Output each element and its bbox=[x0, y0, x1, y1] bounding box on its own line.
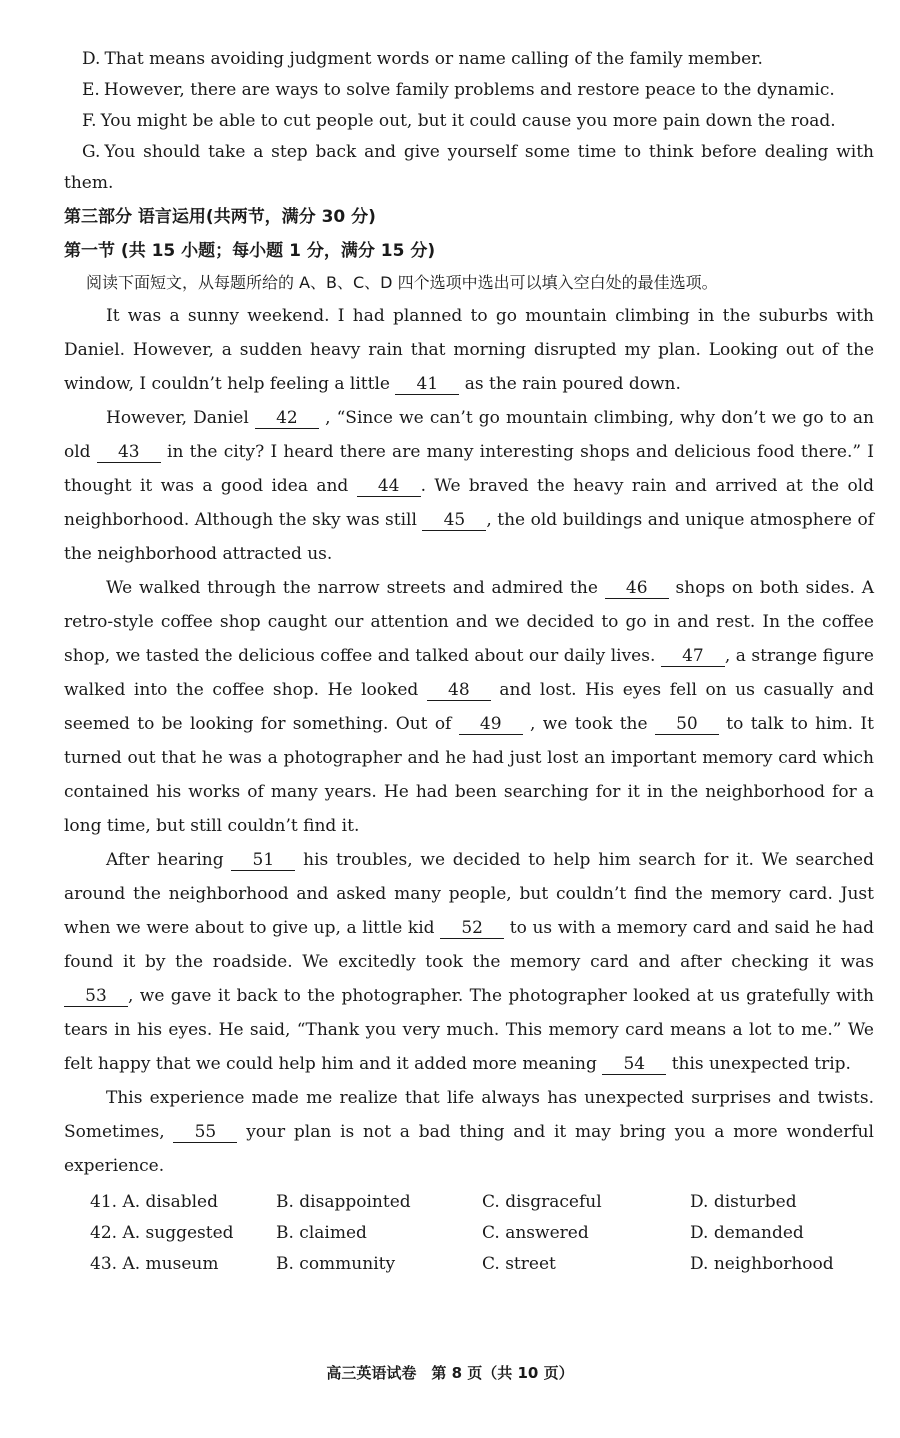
choice-b: B. community bbox=[276, 1254, 396, 1274]
paragraph-3: We walked through the narrow streets and admired the 46 shops on both sides. A retro-style coffee shop caught our attention and we decided to go in and rest. In the coffee shop, we tasted the delicious coffee and talked about our daily lives. 47 , a strange figure walked into the coffee shop. He looked 48 and lost. His eyes fell on us casually and seemed to be looking for something. Out of 49 , we took the 50 to talk to him. It turned out that he was a photographer and he had just lost an important memory card which contained his works of many years. He had been searching for it in the neighborhood for a long time, but still couldn’t find it. bbox=[64, 578, 874, 836]
blank-55: 55 bbox=[173, 1122, 237, 1143]
option-g: G. You should take a step back and give yourself some time to think before dealing with them. bbox=[64, 142, 874, 193]
blank-52: 52 bbox=[440, 918, 504, 939]
choice-a: 43. A. museum bbox=[90, 1254, 219, 1274]
choice-b: B. claimed bbox=[276, 1223, 367, 1243]
blank-44: 44 bbox=[357, 476, 421, 497]
blank-51: 51 bbox=[231, 850, 295, 871]
choice-d: D. disturbed bbox=[690, 1192, 797, 1212]
option-d: D. That means avoiding judgment words or name calling of the family member. bbox=[82, 49, 763, 69]
blank-53: 53 bbox=[64, 986, 128, 1007]
choice-a: 41. A. disabled bbox=[90, 1192, 218, 1212]
blank-54: 54 bbox=[602, 1054, 666, 1075]
question-43-choices bbox=[90, 1249, 874, 1280]
blank-43: 43 bbox=[97, 442, 161, 463]
paragraph-1: It was a sunny weekend. I had planned to go mountain climbing in the suburbs with Daniel. However, a sudden heavy rain that morning disrupted my plan. Looking out of the window, I couldn’t help feeling a little 41 as the rain poured down. bbox=[64, 306, 874, 394]
choice-a: 42. A. suggested bbox=[90, 1223, 234, 1243]
paragraph-4: After hearing 51 his troubles, we decided to help him search for it. We searched around the neighborhood and asked many people, but couldn’t find the memory card. Just when we were about to give up, a little kid 52 to us with a memory card and said he had found it by the roadside. We excitedly took the memory card and after checking it was 53 , we gave it back to the photographer. The photographer looked at us gratefully with tears in his eyes. He said, “Thank you very much. This memory card means a lot to me.” We felt happy that we could help him and it added more meaning 54 this unexpected trip. bbox=[64, 850, 874, 1074]
question-42-choices bbox=[90, 1218, 874, 1249]
option-f: F. You might be able to cut people out, but it could cause you more pain down the road. bbox=[82, 111, 836, 131]
blank-41: 41 bbox=[395, 374, 459, 395]
choice-c: C. answered bbox=[482, 1223, 589, 1243]
cloze-passage bbox=[64, 299, 874, 1183]
answer-choices bbox=[64, 1187, 874, 1280]
part-heading: 第三部分 语言运用(共两节，满分 30 分) bbox=[64, 207, 376, 227]
blank-46: 46 bbox=[605, 578, 669, 599]
blank-49: 49 bbox=[459, 714, 523, 735]
choice-b: B. disappointed bbox=[276, 1192, 411, 1212]
blank-45: 45 bbox=[422, 510, 486, 531]
blank-48: 48 bbox=[427, 680, 491, 701]
subsection-heading: 第一节 (共 15 小题；每小题 1 分，满分 15 分) bbox=[64, 241, 436, 261]
blank-50: 50 bbox=[655, 714, 719, 735]
paragraph-5: This experience made me realize that life always has unexpected surprises and twists. Sometimes, 55 your plan is not a bad thing and it may bring you a more wonderful experience. bbox=[64, 1088, 874, 1176]
blank-47: 47 bbox=[661, 646, 725, 667]
choice-d: D. neighborhood bbox=[690, 1254, 834, 1274]
previous-options-list bbox=[64, 44, 874, 199]
instruction-text: 阅读下面短文，从每题所给的 A、B、C、D 四个选项中选出可以填入空白处的最佳选项。 bbox=[86, 273, 718, 292]
choice-d: D. demanded bbox=[690, 1223, 804, 1243]
blank-42: 42 bbox=[255, 408, 319, 429]
page-footer: 高三英语试卷 第 8 页（共 10 页） bbox=[326, 1364, 574, 1382]
question-41-choices bbox=[90, 1187, 874, 1218]
choice-c: C. street bbox=[482, 1254, 556, 1274]
option-e: E. However, there are ways to solve family problems and restore peace to the dynamic. bbox=[82, 80, 835, 100]
choice-c: C. disgraceful bbox=[482, 1192, 602, 1212]
paragraph-2: However, Daniel 42 , “Since we can’t go mountain climbing, why don’t we go to an old 43 in the city? I heard there are many interesting shops and delicious food there.” I thought it was a good idea and 44 . We braved the heavy rain and arrived at the old neighborhood. Although the sky was still 45 , the old buildings and unique atmosphere of the neighborhood attracted us. bbox=[64, 408, 874, 564]
